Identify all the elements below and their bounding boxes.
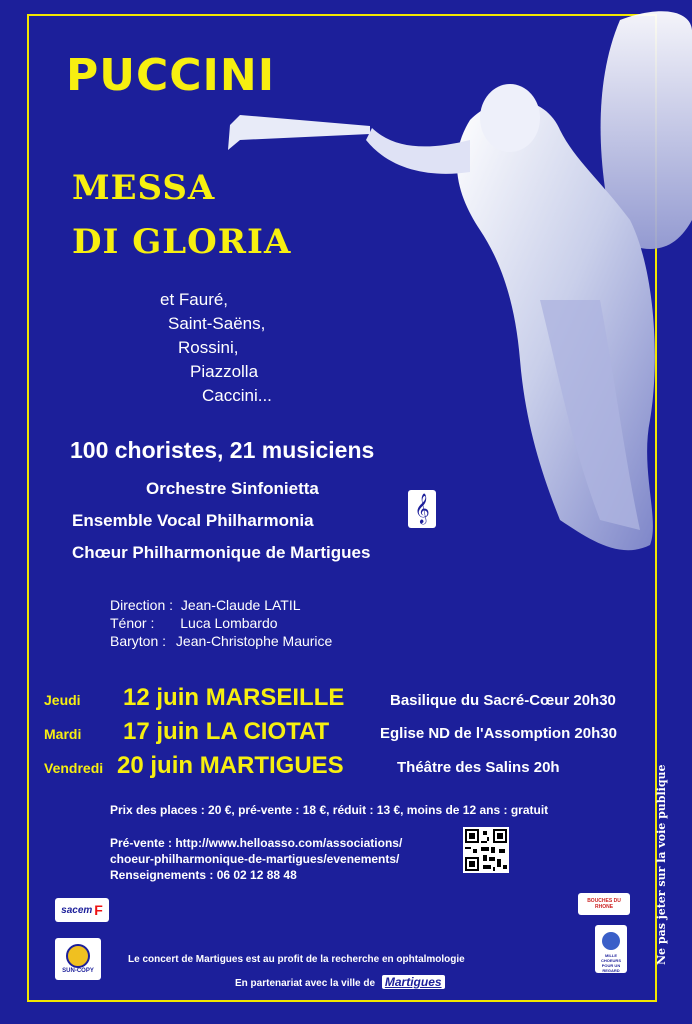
mille-choeurs-logo: MILLE CHOEURS POUR UN REGARD [595,925,627,973]
composer: Rossini, [178,338,239,357]
ensemble-headline: 100 choristes, 21 musiciens [70,437,375,463]
cast-row [110,615,278,631]
side-note: Ne pas jeter sur la voie publique [655,764,668,965]
date-day: Mardi [44,726,82,742]
cast-role: Baryton : [110,633,167,649]
date-city: 12 juin MARSEILLE [123,684,345,711]
cast-row [110,633,332,649]
date-venue: Théâtre des Salins 20h [397,759,560,776]
cast-name: Luca Lombardo [180,615,278,631]
date-city: 20 juin MARTIGUES [117,752,344,779]
sacem-logo: sacem F [55,898,109,922]
composer: Saint-Saëns, [168,314,266,333]
date-venue: Eglise ND de l'Assomption 20h30 [380,725,617,742]
date-city: 17 juin LA CIOTAT [123,718,330,745]
partnership-note: En partenariat avec la ville de Martigues [235,975,445,989]
ensemble-group: Ensemble Vocal Philharmonia [72,511,314,530]
cast-role: Ténor : [110,615,155,631]
presale-line: Pré-vente : http://www.helloasso.com/associations/ [110,836,403,850]
title: PUCCINI [66,50,276,101]
prices: Prix des places : 20 €, pré-vente : 18 €, réduit : 13 €, moins de 12 ans : gratuit [110,803,549,817]
cast-role: Direction : [110,597,174,613]
subtitle-line1: MESSA [72,168,216,208]
treble-clef-icon: 𝄞 [408,490,436,528]
composer: et Fauré, [160,290,229,309]
contact-line: Renseignements : 06 02 12 88 48 [110,868,297,882]
composer: Piazzolla [190,362,259,381]
ensemble-group: Chœur Philharmonique de Martigues [72,543,371,562]
cast-name: Jean-Christophe Maurice [175,633,333,649]
presale-line: choeur-philharmonique-de-martigues/evenements/ [110,852,400,866]
suncopy-logo: SUN-COPY [55,938,101,980]
date-day: Jeudi [44,692,81,708]
composer: Caccini... [202,386,272,405]
subtitle-line2: DI GLORIA [72,222,292,262]
qr-code-icon [463,827,509,873]
date-day: Vendredi [44,760,104,776]
research-note: Le concert de Martigues est au profit de la recherche en ophtalmologie [128,954,465,965]
cast-name: Jean-Claude LATIL [180,597,301,613]
cast-row [110,597,301,613]
ensemble-group: Orchestre Sinfonietta [146,479,319,498]
martigues-logo: Martigues [382,975,445,989]
date-venue: Basilique du Sacré-Cœur 20h30 [390,692,616,709]
bouches-du-rhone-logo: BOUCHES DU RHONE [578,893,630,915]
